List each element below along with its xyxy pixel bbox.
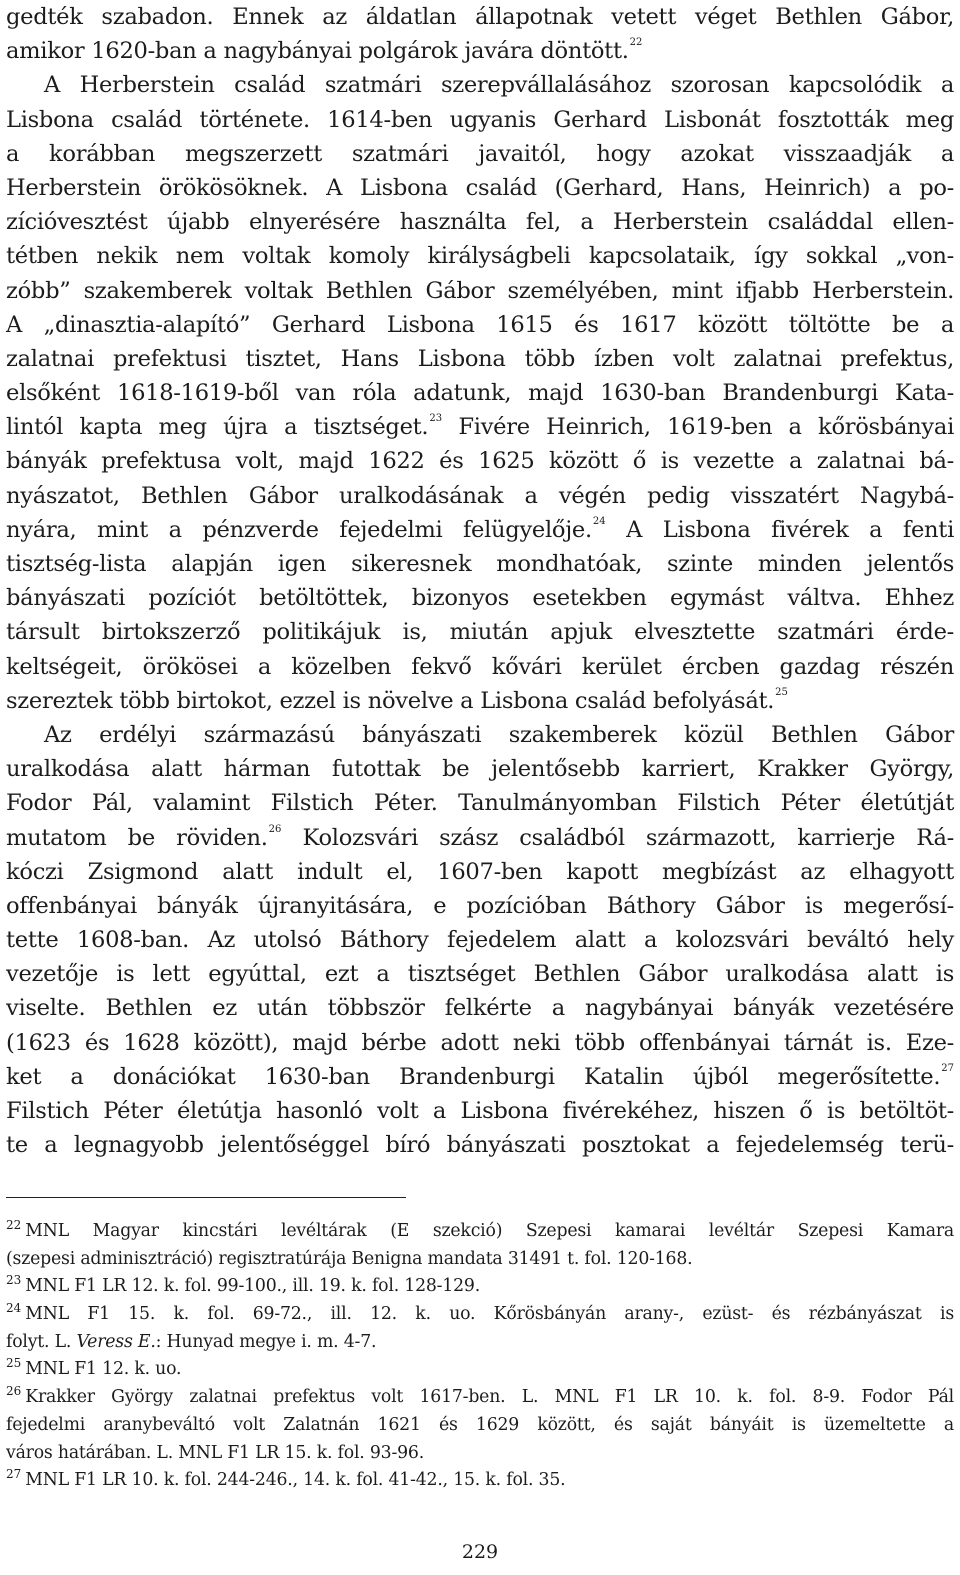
body-line-text: Filstich Péter életútja hasonló volt a Lisbona fivérekéhez, hiszen ő is betöltöt- (6, 1098, 954, 1124)
footnote-reference: 23 (429, 413, 443, 425)
body-line-text: viselte. Bethlen ez után többször felkérte a nagybányai bányák vezetésére (6, 995, 954, 1022)
body-line (6, 923, 954, 957)
body-line (6, 308, 954, 342)
footnote-text: MNL F1 12. k. uo. (25, 1359, 182, 1380)
body-line (6, 34, 954, 68)
body-line-text: tétben nekik nem voltak komoly királyságbeli kapcsolataik, így sokkal „von- (6, 243, 954, 270)
body-line-text: elsőként 1618-1619-ből van róla adatunk, majd 1630-ban Brandenburgi Kata- (6, 380, 954, 407)
body-line (6, 786, 954, 820)
footnote-line (6, 1301, 954, 1329)
body-line (6, 1060, 954, 1094)
body-line (6, 274, 954, 308)
body-line-text: nyára, mint a pénzverde fejedelmi felügyelője. (6, 516, 592, 543)
body-line-text: A „dinasztia-alapító” Gerhard Lisbona 1615 és 1617 között töltötte be a (6, 311, 954, 338)
body-line (6, 205, 954, 239)
footnote-number: 24 (6, 1301, 22, 1316)
footnote-text: város határában. L. MNL F1 LR 15. k. fol. 93-96. (6, 1442, 424, 1463)
body-line (6, 137, 954, 171)
body-line (6, 889, 954, 923)
body-line (6, 410, 954, 444)
body-line (6, 1094, 954, 1128)
body-line (6, 957, 954, 991)
body-line (6, 1026, 954, 1060)
body-line (6, 718, 954, 752)
footnote-text-continued: : Hunyad megye i. m. 4-7. (155, 1331, 377, 1352)
footnote-line (6, 1329, 954, 1357)
body-line (6, 752, 954, 786)
body-line-text: zóbb” szakemberek voltak Bethlen Gábor személyében, mint ifjabb Herberstein. (6, 277, 954, 304)
body-line-text: bányák prefektusa volt, majd 1622 és 1625 között ő is vezette a zalatnai bá- (6, 448, 954, 475)
body-line-text: mutatom be röviden. (6, 824, 268, 851)
footnote-author: Veress E. (76, 1331, 156, 1352)
footnote-reference: 22 (629, 37, 643, 49)
body-line-text: Az erdélyi származású bányászati szakemberek közül Bethlen Gábor (44, 721, 954, 748)
body-line-text-continued: Fivére Heinrich, 1619-ben a kőrösbányai (442, 414, 954, 441)
body-line (6, 650, 954, 684)
footnote-line (6, 1218, 954, 1246)
footnote-number: 26 (6, 1384, 22, 1399)
body-line-text: vezetője is lett egyúttal, ezt a tisztséget Bethlen Gábor uralkodása alatt is (6, 961, 954, 988)
footnote-text: MNL Magyar kincstári levéltárak (E szekció) Szepesi kamarai levéltár Szepesi Kamara (25, 1221, 954, 1241)
footnote-reference: 25 (775, 686, 788, 698)
body-line-text: te a legnagyobb jelentőséggel bíró bányászati posztokat a fejedelemség terü- (6, 1132, 954, 1159)
body-line (6, 821, 954, 855)
footnote-line (6, 1384, 954, 1412)
body-line-text-continued: Kolozsvári szász családból származott, karrierje Rá- (281, 824, 954, 851)
footnote-text: (szepesi adminisztráció) regisztratúrája Benigna mandata 31491 t. fol. 120-168. (6, 1248, 693, 1269)
footnote-separator (6, 1197, 406, 1198)
footnote-number: 25 (6, 1356, 22, 1371)
footnote-line (6, 1440, 954, 1468)
body-line (6, 103, 954, 137)
body-line-text: lintól kapta meg újra a tisztséget. (6, 414, 429, 441)
body-line-text: zalatnai prefektusi tisztet, Hans Lisbona több ízben volt zalatnai prefektus, (6, 345, 954, 372)
body-line (6, 342, 954, 376)
body-line-text: tette 1608-ban. Az utolsó Báthory fejedelem alatt a kolozsvári beváltó hely (6, 927, 954, 954)
body-line-text: amikor 1620-ban a nagybányai polgárok javára döntött. (6, 38, 629, 65)
body-line (6, 1128, 954, 1162)
footnote-line (6, 1412, 954, 1440)
body-line (6, 0, 954, 34)
body-line-text: bányászati pozíciót betöltöttek, bizonyos esetekben egymást váltva. Ehhez (6, 585, 954, 612)
body-line-text: (1623 és 1628 között), majd bérbe adott neki több offenbányai tárnát is. Eze- (6, 1029, 954, 1056)
body-line (6, 444, 954, 478)
body-line (6, 615, 954, 649)
body-line (6, 479, 954, 513)
body-line-text-continued: A Lisbona fivérek a fenti (605, 516, 954, 543)
body-line (6, 855, 954, 889)
footnote-line (6, 1356, 954, 1384)
body-line-text: ket a donációkat 1630-ban Brandenburgi Katalin újból megerősítette. (6, 1063, 941, 1090)
footnote-line (6, 1273, 954, 1301)
body-line (6, 547, 954, 581)
body-line-text: társult birtokszerző politikájuk is, miután apjuk elvesztette szatmári érde- (6, 619, 954, 646)
footnote-text: MNL F1 15. k. fol. 69-72., ill. 12. k. uo. Kőrösbányán arany-, ezüst- és rézbányászat is (25, 1304, 954, 1325)
footnotes (6, 1218, 954, 1495)
body-line-text: Lisbona család története. 1614-ben ugyanis Gerhard Lisbonát fosztották meg (6, 106, 954, 133)
body-line-text: offenbányai bányák újranyitására, e pozícióban Báthory Gábor is megerősí- (6, 892, 954, 919)
footnote-text: folyt. L. (6, 1331, 77, 1352)
body-line-text: zícióvesztést újabb elnyerésére használta fel, a Herberstein családdal ellen- (6, 209, 954, 236)
body-line (6, 376, 954, 410)
body-line (6, 513, 954, 547)
footnote-text: Krakker György zalatnai prefektus volt 1617-ben. L. MNL F1 LR 10. k. fol. 8-9. Fodor Pál (25, 1387, 954, 1408)
body-line (6, 581, 954, 615)
body-line (6, 684, 954, 718)
body-text (6, 0, 954, 1162)
footnote-number: 22 (6, 1218, 22, 1232)
footnote-text: fejedelmi aranybeváltó volt Zalatnán 1621 és 1629 között, és saját bányáit is üzemeltette a (6, 1414, 954, 1435)
body-line-text: nyászatot, Bethlen Gábor uralkodásának a végén pedig visszatért Nagybá- (6, 482, 954, 509)
body-line-text: a korábban megszerzett szatmári javaitól, hogy azokat visszaadják a (6, 140, 954, 167)
body-line-text: gedték szabadon. Ennek az áldatlan állapotnak vetett véget Bethlen Gábor, (6, 4, 954, 30)
body-line-text: kóczi Zsigmond alatt indult el, 1607-ben kapott megbízást az elhagyott (6, 858, 954, 885)
footnote-number: 23 (6, 1273, 22, 1288)
body-line (6, 68, 954, 102)
body-line-text: szereztek több birtokot, ezzel is növelve a Lisbona család befolyását. (6, 687, 775, 714)
body-line-text: Fodor Pál, valamint Filstich Péter. Tanulmányomban Filstich Péter életútját (6, 790, 954, 817)
body-line-text: A Herberstein család szatmári szerepvállalásához szorosan kapcsolódik a (44, 72, 954, 99)
footnote-number: 27 (6, 1467, 22, 1482)
body-line-text: tisztség-lista alapján igen sikeresnek mondhatóak, szinte minden jelentős (6, 551, 954, 577)
footnote-reference: 27 (941, 1062, 954, 1074)
footnote-reference: 24 (592, 515, 606, 527)
footnote-text: MNL F1 LR 10. k. fol. 244-246., 14. k. fol. 41-42., 15. k. fol. 35. (25, 1470, 566, 1491)
body-line-text: uralkodása alatt hárman futottak be jelentősebb karriert, Krakker György, (6, 756, 954, 783)
body-line (6, 991, 954, 1025)
page-number: 229 (461, 1541, 499, 1563)
footnote-line (6, 1467, 954, 1495)
body-line (6, 171, 954, 205)
footnote-reference: 26 (268, 823, 282, 835)
body-line-text: Herberstein örökösöknek. A Lisbona család (Gerhard, Hans, Heinrich) a po- (6, 174, 954, 201)
body-line (6, 239, 954, 273)
footnote-text: MNL F1 LR 12. k. fol. 99-100., ill. 19. k. fol. 128-129. (25, 1276, 480, 1297)
footnote-line (6, 1246, 954, 1274)
body-line-text: keltségeit, örökösei a közelben fekvő kővári kerület ércben gazdag részén (6, 653, 954, 680)
